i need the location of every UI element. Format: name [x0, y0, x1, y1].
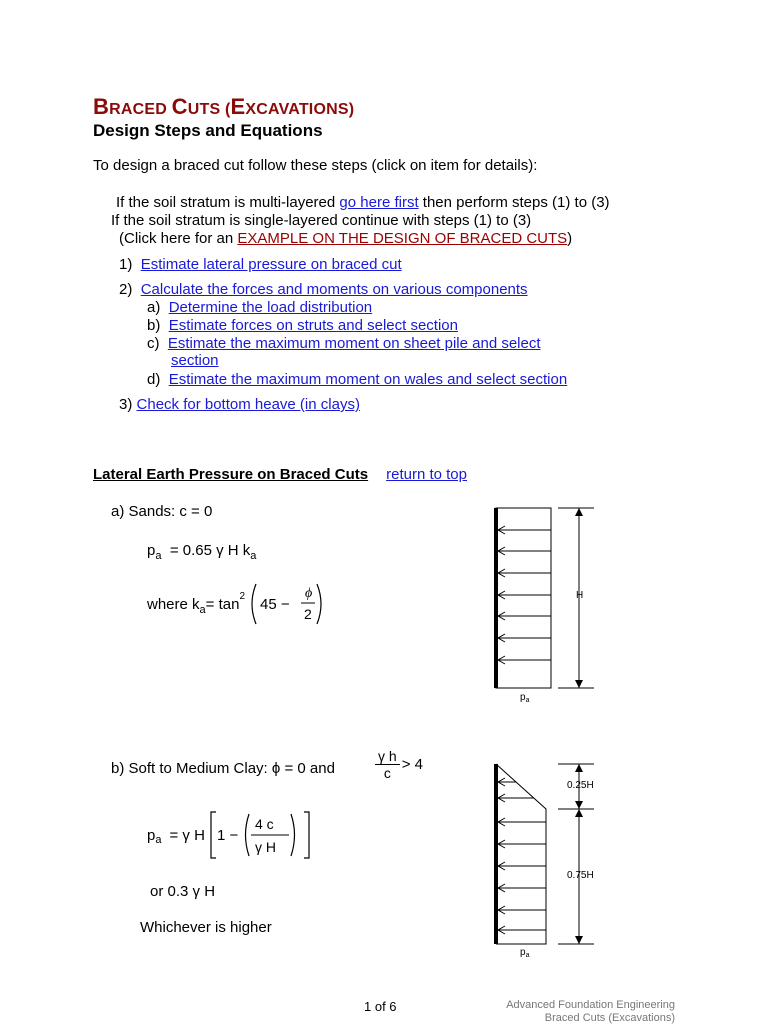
- step-1: [119, 256, 402, 273]
- gamma-h-over-c: [375, 748, 400, 781]
- ka-sub: a: [250, 550, 257, 562]
- step-3-link[interactable]: Check for bottom heave (in clays): [136, 396, 360, 413]
- step-2d-link[interactable]: Estimate the maximum moment on wales and select section: [168, 371, 568, 388]
- title-part-2: UTS (: [187, 101, 231, 118]
- pa-symbol: p: [147, 542, 156, 559]
- ka-equation: [147, 582, 325, 626]
- pressure-arrow-2-1: [498, 840, 546, 848]
- step-2-num: 2): [119, 281, 133, 298]
- section-heading-line: [93, 466, 467, 483]
- label-0-25h: 0.25H: [567, 780, 594, 791]
- title-cap-c: C: [171, 94, 188, 119]
- section-heading: Lateral Earth Pressure on Braced Cuts: [93, 466, 369, 483]
- pressure-arrow-1-6: [498, 656, 551, 664]
- step-2b: [147, 317, 458, 334]
- example-line: [119, 230, 572, 247]
- pressure-arrow-2-2: [498, 862, 546, 870]
- pa-label-1: [520, 692, 530, 704]
- step-2c-num: c): [147, 335, 160, 352]
- height-label-1: H: [576, 590, 584, 601]
- pressure-arrow-1-3: [498, 591, 551, 599]
- label-0-75h: 0.75H: [567, 870, 594, 881]
- title-part-3: XCAVATIONS): [245, 101, 355, 118]
- return-to-top-link[interactable]: return to top: [386, 466, 467, 483]
- pa-label-1-main: p: [520, 692, 526, 703]
- pa-label-2-sub: a: [525, 952, 530, 959]
- step-2d-num: d): [147, 371, 161, 388]
- example-link[interactable]: EXAMPLE ON THE DESIGN OF BRACED CUTS: [237, 230, 568, 247]
- clay-equation: [147, 810, 313, 860]
- gamma-h: = γ H: [169, 826, 205, 844]
- step-2a-link[interactable]: Determine the load distribution: [168, 299, 373, 316]
- step-2b-link[interactable]: Estimate forces on struts and select section: [168, 317, 458, 334]
- pressure-arrows-2: [498, 778, 546, 934]
- clay-or: or 0.3 γ H: [150, 883, 216, 900]
- step-2c-cont: [171, 352, 219, 369]
- step-1-link[interactable]: Estimate lateral pressure on braced cut: [140, 256, 402, 273]
- pressure-arrow-2-0: [498, 818, 546, 826]
- pressure-arrow-1-1: [498, 547, 551, 555]
- page-subtitle: Design Steps and Equations: [93, 121, 323, 140]
- phi-num: ϕ: [305, 586, 313, 601]
- step-3: [119, 396, 360, 413]
- single-layered-line: If the soil stratum is single-layered continue with steps (1) to (3): [111, 212, 532, 229]
- pressure-arrow-2-4: [498, 906, 546, 914]
- step-2c-link[interactable]: Estimate the maximum moment on sheet pile and select: [167, 335, 541, 352]
- pressure-arrow-1-0: [498, 526, 551, 534]
- title-cap-b: B: [93, 94, 110, 119]
- sands-pressure-diagram: [484, 503, 604, 708]
- step-2d: [147, 371, 567, 388]
- sands-equation: [147, 542, 256, 562]
- two-den: 2: [304, 606, 312, 622]
- step-2: [119, 281, 528, 298]
- step-2c-link-cont[interactable]: section: [171, 352, 219, 369]
- step-2-link[interactable]: Calculate the forces and moments on various components: [140, 281, 528, 298]
- page-title: [93, 94, 354, 120]
- gamma-h-num: γ h: [375, 748, 400, 765]
- step-2a: [147, 299, 372, 316]
- pa-sub: a: [155, 550, 162, 562]
- step-2b-num: b): [147, 317, 161, 334]
- page-number: 1 of 6: [364, 999, 397, 1014]
- pressure-arrow-2-5: [498, 926, 546, 934]
- sands-label: a) Sands: c = 0: [111, 503, 213, 520]
- where-ka-sub: a: [199, 604, 206, 616]
- clay-label: b) Soft to Medium Clay: ϕ = 0 and: [111, 760, 335, 777]
- four-c: 4 c: [254, 816, 274, 832]
- pressure-arrow-1-4: [498, 612, 551, 620]
- footer-line-2: Braced Cuts (Excavations): [544, 1012, 675, 1024]
- step-1-num: 1): [119, 256, 133, 273]
- greater-than-four: > 4: [401, 756, 423, 773]
- ka-paren-expression: [247, 582, 325, 626]
- title-cap-e: E: [230, 94, 246, 119]
- pa-clay: p: [147, 826, 156, 844]
- tan: = tan: [205, 595, 240, 613]
- one-minus: 1 −: [216, 827, 239, 844]
- go-here-first-link[interactable]: go here first: [339, 194, 419, 211]
- pressure-arrow-2-3: [498, 884, 546, 892]
- sands-rhs: = 0.65 γ H k: [169, 542, 251, 559]
- pa-label-2-main: p: [520, 947, 526, 958]
- footer-line-1: Advanced Foundation Engineering: [506, 999, 675, 1011]
- gamma-h-den: γ H: [254, 839, 276, 855]
- clay-condition: [373, 748, 423, 781]
- step-2c: [147, 335, 541, 352]
- pressure-arrows-1: [498, 526, 551, 664]
- tan-squared: 2: [239, 590, 245, 602]
- example-post: ): [567, 230, 573, 247]
- c-den: c: [383, 765, 391, 781]
- pressure-arrow-1-5: [498, 634, 551, 642]
- pa-label-2: [520, 947, 530, 959]
- multi-layered-line: [116, 194, 610, 211]
- clay-pressure-diagram: [484, 760, 609, 960]
- clay-bracket-expression: [209, 810, 313, 860]
- pa-label-1-sub: a: [525, 697, 530, 704]
- pressure-block-2: [496, 764, 546, 944]
- footer-note: [460, 999, 675, 1025]
- multi-pre: If the soil stratum is multi-layered: [116, 194, 340, 211]
- step-3-num: 3): [119, 396, 133, 413]
- pa-clay-sub: a: [155, 834, 162, 846]
- step-2a-num: a): [147, 299, 161, 316]
- where-ka: where k: [147, 595, 200, 613]
- pressure-arrow-2-top-1: [498, 794, 534, 802]
- clay-whichever: Whichever is higher: [140, 919, 272, 936]
- pressure-arrow-1-2: [498, 569, 551, 577]
- intro-text: To design a braced cut follow these steps (click on item for details):: [93, 157, 538, 174]
- forty-five: 45 −: [260, 596, 290, 613]
- title-part-1: RACED: [109, 101, 172, 118]
- multi-post: then perform steps (1) to (3): [418, 194, 610, 211]
- example-pre: (Click here for an: [119, 230, 238, 247]
